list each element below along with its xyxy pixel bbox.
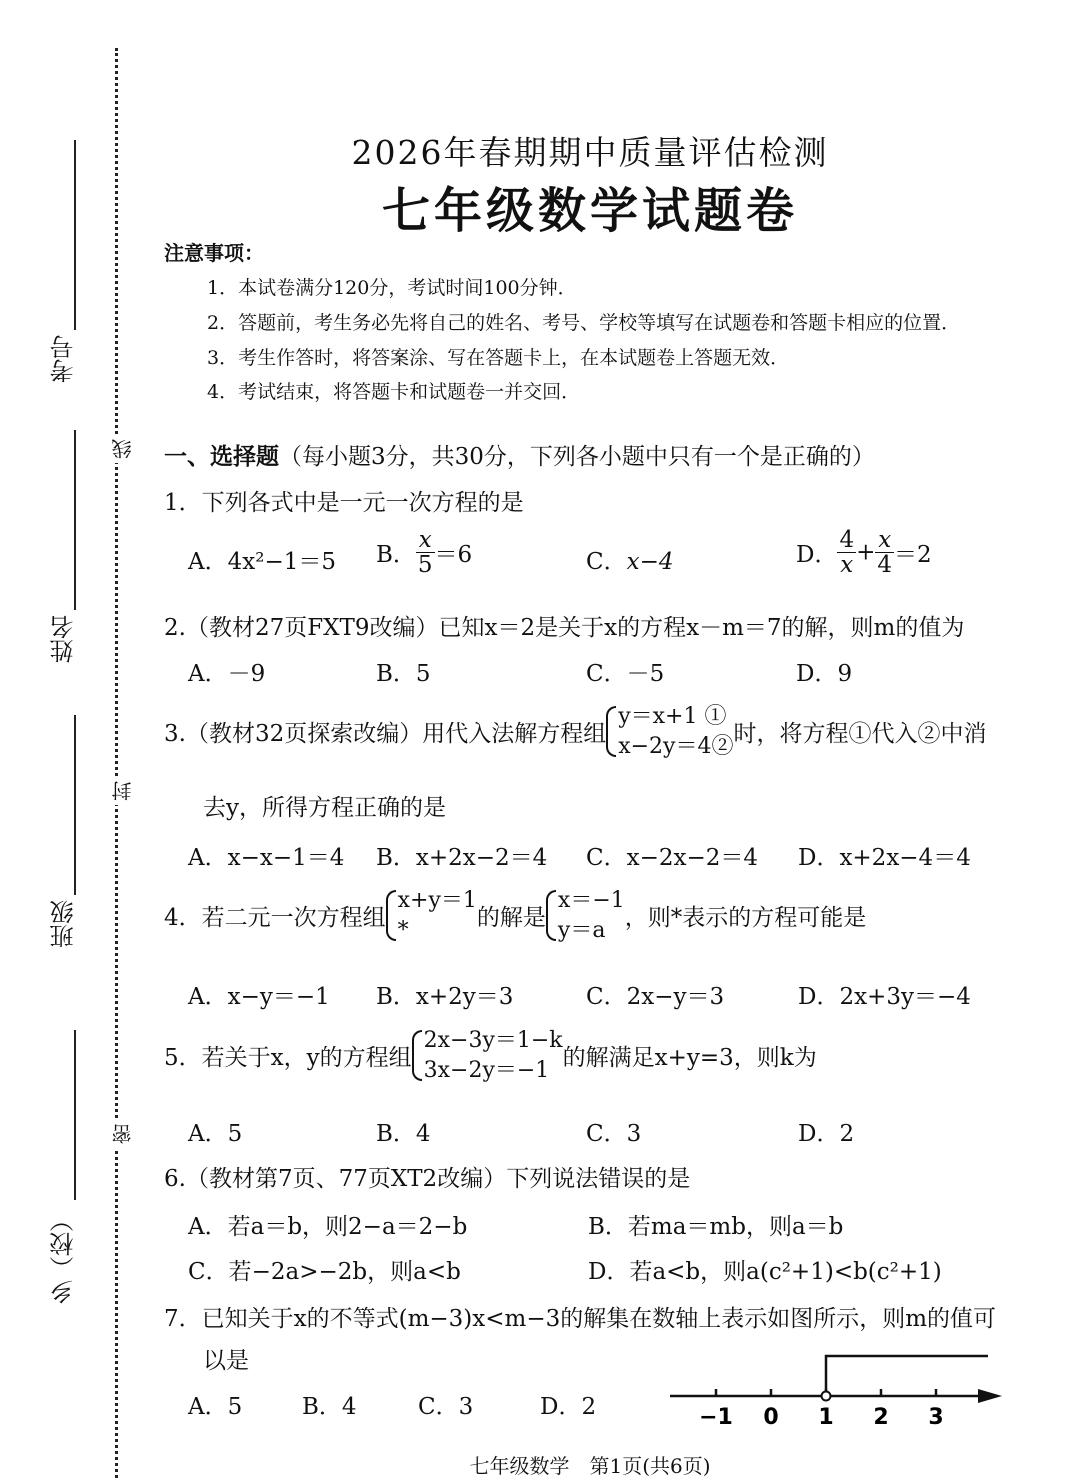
exam-no-label: 考号 [50, 335, 78, 383]
solution-ray [826, 1356, 988, 1392]
page-footer: 七年级数学 第1页(共6页) [469, 1454, 711, 1478]
equation-system: y＝x+1 ① x−2y＝4② [606, 702, 733, 761]
number-line-tick-label: 3 [928, 1405, 944, 1430]
question-3-stem-line2: 去y，所得方程正确的是 [203, 795, 446, 821]
exam-title: 2026年春期期中质量评估检测 [351, 133, 829, 172]
q4-option-a: A．x−y＝−1 [188, 984, 330, 1010]
boundary-point [822, 1392, 831, 1401]
question-5-stem: 5．若关于x，y的方程组 2x−3y＝1−k 3x−2y＝−1 的解满足x+y=3，则k为 [164, 1026, 817, 1085]
q5-option-c: C．3 [586, 1121, 642, 1147]
name-label: 姓名 [50, 615, 78, 663]
notice-item: 4．考试结束，将答题卡和试题卷一并交回． [207, 381, 581, 403]
paper-title: 七年级数学试题卷 [381, 183, 798, 239]
q3-option-b: B．x+2x−2＝4 [376, 845, 548, 871]
notice-item: 1．本试卷满分120分，考试时间100分钟． [207, 277, 577, 299]
q3-option-d: D．x+2x−4＝4 [798, 845, 971, 871]
q1-option-a: A．4x²−1＝5 [188, 549, 336, 575]
q4-option-b: B．x+2y＝3 [376, 984, 514, 1010]
q1-option-c: C．x−4 [586, 549, 674, 575]
binding-dotted-line [115, 48, 118, 1478]
q6-option-a: A．若a＝b，则2−a＝2−b [188, 1214, 468, 1240]
q6-option-c: C．若−2a>−2b，则a<b [188, 1259, 461, 1285]
school-underline [74, 1030, 76, 1200]
q6-option-b: B．若ma＝mb，则a＝b [588, 1214, 844, 1240]
q2-option-b: B．5 [376, 661, 431, 687]
q2-option-c: C．－5 [586, 661, 665, 687]
q7-option-d: D．2 [540, 1394, 597, 1420]
question-7-stem: 7．已知关于x的不等式(m−3)x<m−3的解集在数轴上表示如图所示，则m的值可 [164, 1306, 997, 1332]
number-line-tick-label: −1 [699, 1405, 733, 1430]
solution-system: x＝−1 y＝a [546, 886, 625, 945]
q5-option-b: B．4 [376, 1121, 431, 1147]
notice-item: 3．考生作答时，将答案涂、写在答题卡上，在本试题卷上答题无效． [207, 347, 790, 369]
question-7-stem-line2: 以是 [203, 1348, 249, 1374]
cut-line-char: 密 [108, 1120, 137, 1148]
q2-option-d: D．9 [796, 661, 853, 687]
equation-system: x+y＝1 * [386, 886, 477, 945]
q6-option-d: D．若a<b，则a(c²+1)<b(c²+1) [588, 1259, 942, 1285]
school-label: 乡（校） [50, 1208, 78, 1304]
q5-option-d: D．2 [798, 1121, 855, 1147]
q3-option-c: C．x−2x−2＝4 [586, 845, 758, 871]
notice-item: 2．答题前，考生务必先将自己的姓名、考号、学校等填写在试题卷和答题卡相应的位置． [207, 312, 961, 334]
section-heading [164, 438, 875, 471]
section-desc: （每小题3分，共30分，下列各小题中只有一个是正确的） [279, 444, 875, 470]
number-line-tick-label: 2 [873, 1405, 889, 1430]
notice-heading: 注意事项： [164, 241, 264, 265]
number-line-arrow [978, 1389, 1002, 1403]
q4-option-c: C．2x−y＝3 [586, 984, 725, 1010]
question-1-stem: 1．下列各式中是一元一次方程的是 [164, 490, 524, 516]
number-line-figure [660, 1340, 1010, 1440]
q2-option-a: A．－9 [188, 661, 266, 687]
class-underline [74, 715, 76, 895]
question-4-stem: 4．若二元一次方程组 x+y＝1 * 的解是 x＝−1 y＝a ，则*表示的方程可能是 [164, 886, 866, 945]
number-line-tick-label: 0 [763, 1405, 779, 1430]
q7-option-a: A．5 [188, 1394, 243, 1420]
class-label: 班级 [50, 900, 78, 948]
name-underline [74, 430, 76, 610]
section-name: 一、选择题 [164, 443, 279, 470]
number-line-tick-label: 1 [818, 1405, 834, 1430]
q1-option-d: D． $\frac{4}{x}$ + $\frac{x}{4}$ ＝2 [796, 527, 932, 579]
q5-option-a: A．5 [188, 1121, 243, 1147]
q7-option-c: C．3 [418, 1394, 474, 1420]
question-3-stem: 3.（教材32页探索改编）用代入法解方程组 y＝x+1 ① x−2y＝4② 时，将方程①代入②中消 [164, 702, 986, 761]
question-6-stem: 6.（教材第7页、77页XT2改编）下列说法错误的是 [164, 1166, 691, 1192]
q1-option-b: B． $\frac{x}{5}$ ＝6 [376, 527, 473, 579]
q7-option-b: B．4 [302, 1394, 357, 1420]
cut-line-char: 线 [108, 435, 137, 463]
question-2-stem: 2.（教材27页FXT9改编）已知x＝2是关于x的方程x－m＝7的解，则m的值为 [164, 615, 965, 641]
equation-system: 2x−3y＝1−k 3x−2y＝−1 [412, 1026, 563, 1085]
cut-line-char: 封 [108, 777, 137, 805]
q4-option-d: D．2x+3y＝−4 [798, 984, 971, 1010]
q3-option-a: A．x−x−1＝4 [188, 845, 345, 871]
